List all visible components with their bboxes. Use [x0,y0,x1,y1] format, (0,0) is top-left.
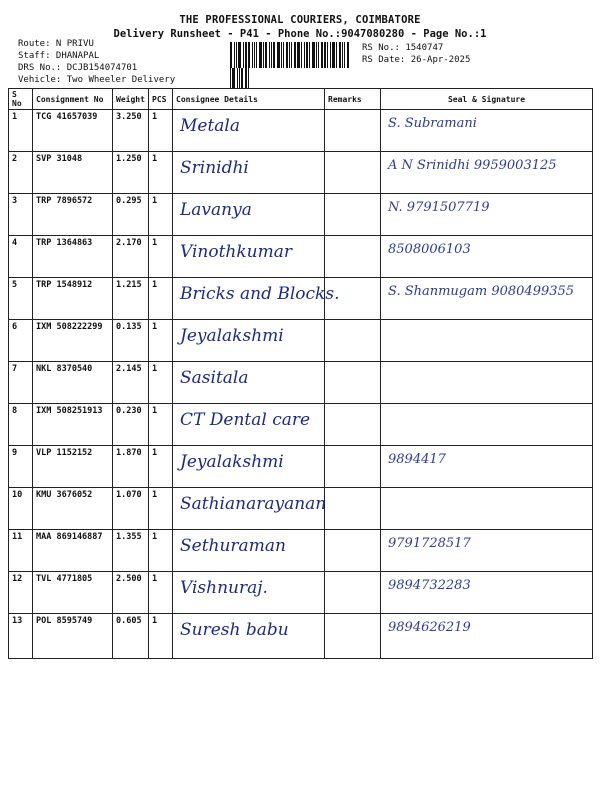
table-row [9,152,593,194]
table-row [9,488,593,530]
sno-cell: 13 [9,614,33,659]
barcode-bar [342,42,343,68]
pcs-cell: 1 [149,194,173,236]
signature-cell [381,530,593,572]
table-row [9,194,593,236]
barcode-bar [332,42,335,68]
weight-cell: 1.070 [113,488,149,530]
col-header-weight: Weight [113,89,149,110]
pcs-cell: 1 [149,362,173,404]
weight-cell: 2.500 [113,572,149,614]
table-row [9,236,593,278]
handwritten-consignee: Jeyalakshmi [180,452,284,472]
table-row [9,404,593,446]
sno-cell: 3 [9,194,33,236]
barcode-bar [347,42,349,68]
handwritten-consignee: Sathianarayanan [180,494,327,514]
pcs-cell: 1 [149,152,173,194]
barcode-bar [281,42,282,68]
signature-cell [381,194,593,236]
signature-cell [381,110,593,152]
barcode-bar [289,42,290,68]
barcode-bar [271,42,272,68]
pcs-cell: 1 [149,488,173,530]
table-header-row [9,89,593,110]
barcode-bar [297,42,300,68]
signature-cell [381,488,593,530]
consignee-cell [173,404,325,446]
handwritten-signature: 8508006103 [388,242,471,257]
consignee-cell [173,320,325,362]
company-title: THE PROFESSIONAL COURIERS, COIMBATORE [179,14,421,26]
consignee-cell [173,152,325,194]
handwritten-consignee: Sethuraman [180,536,286,556]
barcode-bar [312,42,315,68]
consignee-cell [173,362,325,404]
handwritten-consignee: Bricks and Blocks. [180,284,340,304]
barcode-bar [273,42,275,68]
handwritten-signature: 9894626219 [388,620,471,635]
remarks-cell [325,110,381,152]
remarks-cell [325,404,381,446]
weight-cell: 0.605 [113,614,149,659]
barcode-bar [286,42,288,68]
route-label: Route: N PRIVU [18,39,94,49]
remarks-cell [325,194,381,236]
barcode-bar [238,42,241,68]
barcode-bar [339,42,341,68]
remarks-cell [325,320,381,362]
consignee-cell [173,278,340,320]
weight-cell: 3.250 [113,110,149,152]
signature-cell [381,446,593,488]
barcode-bar [252,42,253,68]
table-row [9,572,593,614]
weight-cell: 0.295 [113,194,149,236]
consignee-cell [173,530,325,572]
barcode-bar [234,42,235,68]
barcode-bar [306,42,308,68]
runsheet-table [8,88,593,659]
remarks-cell [325,572,381,614]
handwritten-signature: 9894732283 [388,578,471,593]
barcode-bar [301,42,302,68]
table-row [9,278,593,320]
signature-cell [381,236,593,278]
col-header-pcs: PCS [149,89,173,110]
sno-cell: 1 [9,110,33,152]
table-row [9,530,593,572]
handwritten-signature: 9894417 [388,452,446,467]
sno-cell: 9 [9,446,33,488]
handwritten-signature: S. Shanmugam 9080499355 [388,284,575,299]
weight-cell: 2.145 [113,362,149,404]
barcode-bar [330,42,331,68]
signature-cell [381,152,593,194]
col-header-sno: S No [9,89,33,110]
signature-cell [381,404,593,446]
consignment-cell: TRP 1548912 [33,278,113,320]
table-row [9,362,593,404]
sno-cell: 8 [9,404,33,446]
pcs-cell: 1 [149,236,173,278]
barcode-bar [236,42,237,68]
table-row [9,614,593,659]
handwritten-signature: N. 9791507719 [388,200,490,215]
table-row [9,446,593,488]
pcs-cell: 1 [149,572,173,614]
barcode-bar [304,42,305,68]
pcs-cell: 1 [149,404,173,446]
consignment-cell: IXM 508251913 [33,404,113,446]
table-row [9,110,593,152]
consignment-cell: MAA 869146887 [33,530,113,572]
col-header-signature: Seal & Signature [381,89,593,110]
handwritten-signature: S. Subramani [388,116,477,131]
consignee-cell [173,236,325,278]
pcs-cell: 1 [149,614,173,659]
barcode-bar [269,42,270,68]
remarks-cell [325,530,381,572]
sno-cell: 5 [9,278,33,320]
consignee-cell [173,614,325,659]
signature-cell [381,614,593,659]
barcode-bar [327,42,328,68]
sno-cell: 11 [9,530,33,572]
sno-cell: 2 [9,152,33,194]
signature-cell [381,320,593,362]
col-header-consignee: Consignee Details [173,89,325,110]
handwritten-consignee: Vinothkumar [180,242,293,262]
runsheet-subtitle: Delivery Runsheet - P41 - Phone No.:9047080280 - Page No.:1 [113,28,487,40]
weight-cell: 0.135 [113,320,149,362]
pcs-cell: 1 [149,530,173,572]
barcode-bar [309,42,310,68]
pcs-cell: 1 [149,110,173,152]
consignee-cell [173,572,325,614]
handwritten-consignee: Vishnuraj. [180,578,268,598]
barcode-bar [277,42,280,68]
barcode-bar [336,42,337,68]
remarks-cell [325,488,381,530]
handwritten-consignee: CT Dental care [180,410,311,430]
table-row [9,320,593,362]
barcode-bar [321,42,323,68]
barcode-bar [243,42,244,68]
consignment-cell: TRP 7896572 [33,194,113,236]
weight-cell: 2.170 [113,236,149,278]
consignment-cell: KMU 3676052 [33,488,113,530]
handwritten-consignee: Srinidhi [180,158,249,178]
barcode-bar [265,42,267,68]
barcode-bar [318,42,319,68]
sno-cell: 7 [9,362,33,404]
barcode-bar [283,42,284,68]
remarks-cell [325,152,381,194]
remarks-cell [325,362,381,404]
col-header-consignment: Consignment No [33,89,113,110]
sno-cell: 10 [9,488,33,530]
meta-right [362,42,470,66]
signature-cell [381,278,593,320]
barcode-bar [294,42,296,68]
consignment-cell: TRP 1364863 [33,236,113,278]
barcode-image [230,42,350,68]
consignment-cell: POL 8595749 [33,614,113,659]
consignee-cell [173,110,325,152]
barcode-bar [248,42,250,68]
weight-cell: 0.230 [113,404,149,446]
weight-cell: 1.215 [113,278,149,320]
rs-no-label: RS No.: 1540747 [362,43,444,53]
sno-cell: 12 [9,572,33,614]
remarks-cell [325,446,381,488]
consignment-cell: IXM 508222299 [33,320,113,362]
handwritten-consignee: Lavanya [180,200,252,220]
remarks-cell [325,614,381,659]
handwritten-signature: A N Srinidhi 9959003125 [388,158,557,173]
pcs-cell: 1 [149,320,173,362]
handwritten-consignee: Suresh babu [180,620,289,640]
barcode-bar [344,42,345,68]
consignment-cell: NKL 8370540 [33,362,113,404]
vehicle-label: Vehicle: Two Wheeler Delivery [18,75,176,85]
staff-label: Staff: DHANAPAL [18,51,100,61]
barcode-bar [259,42,262,68]
weight-cell: 1.870 [113,446,149,488]
consignment-cell: SVP 31048 [33,152,113,194]
pcs-cell: 1 [149,278,173,320]
signature-cell [381,362,593,404]
consignee-cell [173,488,325,530]
handwritten-consignee: Jeyalakshmi [180,326,284,346]
consignee-cell [173,446,325,488]
consignment-cell: TVL 4771805 [33,572,113,614]
pcs-cell: 1 [149,446,173,488]
remarks-cell [325,236,381,278]
weight-cell: 1.250 [113,152,149,194]
barcode-bar [324,42,326,68]
barcode-bar [245,42,247,68]
barcode-bar [316,42,317,68]
barcode-bar [256,42,257,68]
signature-cell [381,572,593,614]
barcode-bar [254,42,255,68]
handwritten-consignee: Metala [180,116,241,136]
consignment-cell: TCG 41657039 [33,110,113,152]
consignee-cell [173,194,325,236]
rs-date-label: RS Date: 26-Apr-2025 [362,55,471,65]
barcode-bar [291,42,292,68]
sno-cell: 6 [9,320,33,362]
drs-label: DRS No.: DCJB154074701 [18,63,138,73]
barcode-bar [263,42,264,68]
col-header-remarks: Remarks [325,89,381,110]
handwritten-consignee: Sasitala [180,368,249,388]
weight-cell: 1.355 [113,530,149,572]
barcode-bar [230,42,232,68]
handwritten-signature: 9791728517 [388,536,471,551]
sno-cell: 4 [9,236,33,278]
consignment-cell: VLP 1152152 [33,446,113,488]
meta-left [18,38,175,86]
